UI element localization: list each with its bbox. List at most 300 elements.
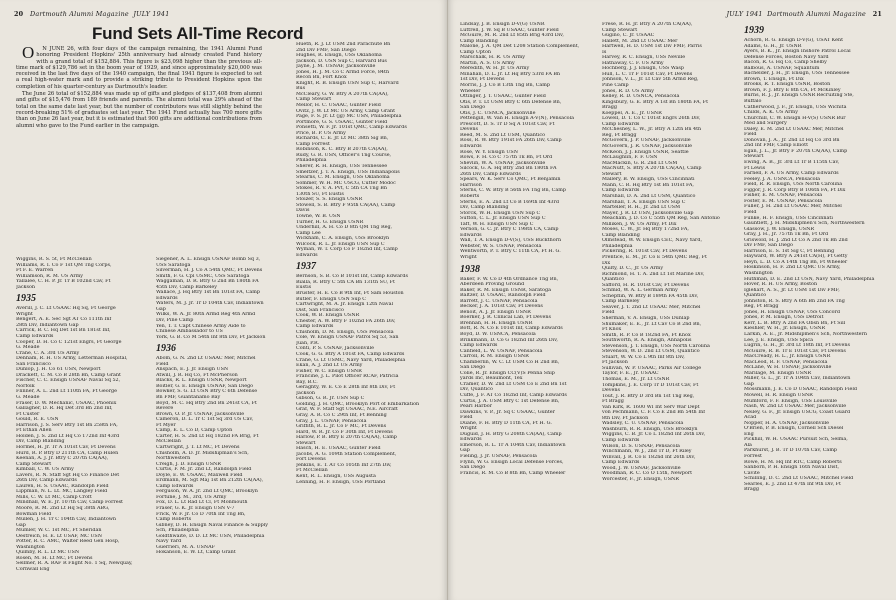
list-item: Sherer, R. H. Ensign, USS Tennessee: [296, 164, 388, 170]
list-item: Div, Pine Camp: [156, 318, 194, 324]
list-item: Ovitz, J. W. Lt MC US Army, Camp Grant: [296, 108, 396, 114]
list-item: Devens: [602, 388, 620, 394]
list-item: 45th Div, Camp Barkeley: [156, 284, 217, 290]
lede-paragraph: N JUNE 26, with four days of the campaign remaining, the 1941 Alumni Fund honoring President Hopkins' 25th anniversary had already created Fund history with a grand total of $152,884. This figure is $23,098 higher than the previous all-time mark of $129,786 set in the boom year of 1929, and since approximately $20,000 was received in the last five days of the 1940 campaign, the final 1941 figure is expected to set a real high-water mark and to provide a striking tribute to President Hopkins upon the completion of his quarter-century as Dartmouth's leader.: [16, 46, 262, 90]
list-item: Iglehart, A. S., Jr. Lt USM 1st Div FMF,: [744, 287, 840, 293]
list-item: Div, Camp Blanding: [460, 205, 509, 211]
class-year-heading: 1936: [156, 343, 176, 355]
list-item: Winchmann, W. J., 2nd Tr D, Ft Riley: [602, 449, 692, 455]
list-item: Lippman, N. L. Lt. MC, Langley Field: [16, 489, 108, 495]
list-item: Fisher, W. C. Ensign USNR: [296, 368, 362, 374]
list-item: Cole, W. Ensign USNAF Patrol Sq 53, San: [296, 335, 399, 341]
list-item: Brown, O. P. Jr. USNAF, Jacksonville: [156, 411, 245, 417]
class-year-heading: 1935: [16, 293, 36, 305]
list-item: 2nd Inf FMF, Camp Elliott: [744, 143, 809, 149]
list-item: Bay, B.C.: [296, 379, 318, 385]
list-item: Kent, R. L. Ensign, USS Augusta: [296, 474, 376, 480]
list-item: Camp Edwards: [16, 334, 54, 340]
issue-month: JULY 1941: [133, 10, 170, 18]
list-item: Shevlin, W. A. USNAF, Jacksonville: [460, 160, 546, 166]
list-item: Wright: [16, 311, 33, 317]
list-item: Fortune, J. M., 3rd, US Army: [156, 494, 227, 500]
list-item: G. Meade: [16, 395, 40, 401]
list-item: O'Brien, P. B. Ensign, Cornell Sch Diesel: [744, 426, 844, 432]
list-item: Graf, W. F. Staff Sgt USAAC, N.E. Aircraft: [296, 407, 398, 413]
list-item: McClellan: [156, 439, 181, 445]
list-item: Bus: [296, 86, 306, 92]
page-number: 21: [872, 10, 882, 18]
list-item: Field: [602, 310, 615, 316]
list-item: Camp Forrest: [296, 141, 330, 147]
list-item: Davis: [296, 208, 310, 214]
list-item: Devens: [460, 127, 478, 133]
list-item: Bachelder, J. H., Jr. Ensign, USS Tennessee: [744, 71, 850, 77]
list-item: Marshall, T. A. Ensign USN Sup C: [602, 199, 686, 205]
list-item: Fisher, E. M. USNAF, Pensacola: [744, 193, 823, 199]
list-item: Balbous, A. USNAF, Squantum: [744, 65, 820, 71]
list-item: Taft, W. H. Ensign USN Sup C: [460, 221, 534, 227]
list-item: McGovern, J. P. USNAF, Jacksonville: [602, 138, 691, 144]
list-item: Hurd, R. P. Btry D 211th CA, Camp Hulen: [16, 450, 119, 456]
list-item: Camp Barkeley: [602, 299, 640, 305]
list-item: Taylor, F. E., Jr. USAAC: [602, 371, 659, 377]
class-year-heading: 1938: [460, 263, 480, 275]
list-item: Rosen, M. H. Lt MC, Ft Devens: [16, 555, 93, 561]
list-item: Yallalee, C. H. P. Jr. Tr B 102nd Cav, Ft: [16, 279, 111, 285]
list-item: Lauren, H. S. USAAC, Randolph Field: [16, 483, 109, 489]
list-item: Gibney, D. H. Ensign Naval Finance & Supply: [156, 522, 268, 528]
list-item: Gray, J. L. USNAF, Pensacola: [296, 418, 367, 424]
list-item: Chester, A. W. Btry F 102nd FA 26th Div,: [296, 318, 396, 324]
list-item: Chinese Ambassador to US: [156, 329, 223, 335]
list-item: Brinkmann, D. Co G 182nd Inf 26th Div,: [460, 337, 558, 343]
name-list-column: [16, 257, 148, 597]
list-item: Pearl Harbor: [460, 404, 492, 410]
list-item: Wyman, W. T. Corp Co F 182nd Inf, Camp: [296, 247, 398, 253]
list-item: Wood, J. W. USNAF, Jacksonville: [602, 465, 681, 471]
list-item: Carrick, B. C. Hq Det 1st Bn 181st Inf,: [16, 328, 111, 334]
list-item: Bialla, R. Btry C 5th CA Bn 131th SU, Ft: [296, 279, 395, 285]
list-item: Johnston, R. S. Btry A 6th Bn 2nd FA Tng: [744, 298, 845, 304]
list-item: Page, F. S. Jr. Lt (jg) MC USN, Philadelphia: [296, 114, 402, 120]
list-item: Camp, E. L. Co D, Camp Upton: [156, 428, 233, 434]
list-item: Baltzer, D. USAAC, Randolph Field: [460, 293, 546, 299]
list-item: Field: [460, 415, 473, 421]
list-item: Brennan, H. H. Ensign USNR: [460, 320, 533, 326]
list-item: Mills, C. W. Lt MC, Camp Croft: [16, 494, 92, 500]
list-item: McLaughlin, F. F. USN: [602, 155, 658, 161]
list-item: Aberdeen Proving Ground: [460, 282, 525, 288]
list-item: Bn FMF, Guantanamo Bay: [156, 395, 221, 401]
list-item: Flinner, A. L. 2nd Lt 110th FA, Ft George: [16, 389, 117, 395]
list-item: Fort Devens: [296, 457, 326, 463]
list-item: McGuire, R. B. Tr E 101st Cav, Ft Devens: [744, 348, 846, 354]
list-item: Camp Edwards: [602, 438, 640, 444]
list-item: Sellmer, R. A. RAF R Flight No. 1 Sq, Newquay,: [16, 561, 133, 567]
list-item: Shumaker, E. E., Jr. Lt Cav Co B 2nd Bn,: [602, 321, 702, 327]
list-item: Francine, J. L. Pilot Officer RCAF, Patricia: [296, 374, 399, 380]
list-item: York, G. B. Co M 54th Inf 8th Div, Ft Jackson: [156, 334, 266, 340]
list-item: Gap: [156, 306, 166, 312]
list-item: Bragg: [602, 105, 617, 111]
list-item: Stewart: [602, 171, 622, 177]
list-item: Jenkins, E. T. AT Co 105th Inf 27th Div,: [296, 462, 392, 468]
list-item: Kieshler, W. H., Jr. Ensign, USNR: [744, 326, 826, 332]
list-item: Hueth, R. J. Lt USM 2nd Parachute Bn: [296, 42, 391, 47]
list-item: Woodman, R. C. Co O 15th, Newport: [602, 471, 693, 477]
list-item: Boyd, D. W. USNCA, Pensacola: [460, 331, 536, 337]
list-item: Cornwall Eng: [16, 566, 50, 572]
list-item: Figgor, J. R. Corp Btry B 106th FA, Ft Dix: [744, 187, 846, 193]
list-item: Baker, F. W. Co D 4th Ordnance Tng Bn,: [460, 276, 559, 282]
list-item: Morris, J. J. Co B 13th Tng Bn, Camp: [460, 83, 550, 89]
list-item: Brown, F. J. Btry E 8th CA, Ft McKinley: [744, 87, 841, 93]
list-item: Erdmann, M. Sgt Maj 1st Bn 212th CA(AA),: [156, 478, 264, 484]
list-item: Otis, J. C. USNCA, Jacksonville: [460, 110, 536, 116]
list-item: Sterns, E. A. 2nd Lt Co B 169th Inf 43rd: [460, 199, 559, 205]
list-item: Roberts: [460, 193, 480, 199]
list-item: Cook, W. B. Ensign USNR: [296, 313, 360, 319]
list-item: Ottinger, J. T. USAAC, Gunter Field: [460, 94, 546, 100]
list-item: San Diego: [460, 465, 486, 471]
list-item: Camp Edwards: [156, 483, 194, 489]
list-item: Chisholm, D. M. Ensign, USS Pensacola: [296, 329, 394, 335]
list-item: Cuffe, J. F. AT Co 182nd Inf, Camp Edwards: [460, 393, 567, 398]
list-item: Searles, E. J. 2nd Lt 47th Inf 9th Div, Ft: [744, 481, 841, 487]
list-item: Blacks, R. L. Ensign USNR, Newport: [156, 378, 247, 384]
list-item: Sanborn, P. H. Ensign 16th Naval Dist,: [744, 465, 839, 471]
list-item: Ala: [744, 442, 752, 448]
list-item: Colie, R. Jr. Ensign CC(V)S Penna Ship: [460, 370, 555, 376]
list-item: Fraser, G. K. Jr. Ensign USN V-7: [156, 505, 235, 511]
list-item: Gibson, G. R. Jr. USN Sup C: [296, 396, 365, 402]
list-item: Hathaway, C. F. US Army: [602, 60, 664, 66]
list-item: Pettengill, W. Van H. Ensign A-V(N), Pensacola: [460, 116, 575, 122]
list-item: von Pechmann, C. F. Co E 2nd Bn 54th Inf: [602, 410, 706, 416]
list-item: Thomas, E. M., Jr. Lt USNR: [602, 377, 670, 382]
list-item: Dix: [602, 260, 611, 266]
list-item: Quantico: [744, 293, 767, 299]
list-item: Wilson, D. S. USNAF, Pensacola: [602, 443, 680, 449]
list-item: Wright: [460, 426, 477, 432]
list-item: Carroll, R. M. Ensign USNR: [460, 354, 529, 360]
list-item: Towne, W. B. USN: [296, 213, 341, 219]
list-item: Gap: [744, 381, 754, 387]
list-item: Reg, Ft Bragg: [744, 304, 779, 310]
list-item: Mumford, F. F. Ensign, USS Louisville: [744, 398, 837, 404]
article-title: Fund Sets All-Time Record: [92, 24, 304, 43]
list-item: Price, B. P. US Army: [296, 130, 346, 136]
list-item: Seaver, J. T. 2nd Lt USAAC Mer, Mitchel: [602, 304, 701, 310]
running-head-right: [727, 10, 882, 18]
list-item: Quilty, D. C., Jr. US Army: [602, 266, 664, 272]
list-item: Defense Forces, Boston Navy Yard: [744, 54, 829, 60]
list-item: Ewing, A. B., Jr. 3rd Lt Tr B 115th Cav,: [744, 160, 840, 166]
list-item: Minahan, D. L. Jr. Lt Hq Btry 53rd FA Bn: [460, 71, 561, 77]
list-item: Denham, R. H. US Army, Letterman Hospital,: [16, 356, 128, 362]
list-item: Fuller, J. H. 2nd Lt USAAC Mer, Mitchel: [744, 204, 842, 210]
list-item: Malone, J. A. QM Det 1208 Station Complement,: [460, 44, 580, 50]
list-item: Camp Blanding: [460, 38, 498, 44]
list-item: Stowell, S. B. Btry F 95th CA(AA), Camp: [296, 202, 396, 208]
list-item: Griffith, R. L. Jr. Co F MC, Ft Devens: [296, 424, 387, 430]
list-item: Bragg: [744, 487, 759, 493]
list-item: Anspach, E. J. Jr. Ensign USN: [156, 367, 229, 373]
list-item: Siegener, A. L. Ensign USNAF Bomb Sq 3,: [156, 257, 261, 262]
list-item: Tout, J. R. Btry D 3rd Bn 1st Tng Reg,: [602, 393, 695, 399]
list-item: Safford, H. R. 101st Cav, Ft Devens: [602, 282, 689, 288]
list-item: Achorn, R. G. Ensign D-V(G), USAT Kent: [744, 38, 844, 43]
list-item: Prescott, D. S. Tr D Sq A 101st Cav, Ft: [460, 121, 555, 127]
list-item: Waters, M. J. Jr. Tr D 104th Cav, Indiantown: [156, 301, 264, 307]
list-item: Mossmann, J. E. Co D USAAC, Randolph Field: [744, 387, 858, 393]
list-item: Div FMF, San Diego: [744, 243, 793, 249]
list-item: Smith, R. P. Co B 182nd FA, Ft Knox: [602, 332, 691, 338]
list-item: Mallery, B. W. Ensign, USS Cincinnati: [602, 177, 695, 183]
list-item: Fraser, D. W. Mechanic, USAAC, Phoenix: [16, 400, 117, 406]
list-item: Fox, D. L. Lt Rad Lt Cl, Ft Monmouth: [156, 500, 248, 506]
list-item: Lee, J. E. Ensign, USS Spica: [744, 337, 814, 343]
list-item: Harrison, J. S. Serv Btry 1st Bn 258th FA,: [16, 422, 118, 428]
list-item: Sherman, V. A. Ensign, USS Dunlap: [602, 315, 690, 321]
list-item: San Diego: [460, 365, 486, 371]
list-item: Camp Edwards: [602, 188, 640, 194]
list-item: Camp Edwards: [296, 324, 334, 330]
list-item: Mowell, H. R. Ensign USNR: [744, 393, 813, 398]
list-item: Stoizer, S. S. Ensign USNR: [296, 197, 363, 203]
name-list-column: [744, 22, 884, 597]
list-item: Camp Lee: [296, 230, 321, 236]
list-item: Wickham, C. A. Ensign, USS Brooklyn: [296, 236, 390, 242]
list-item: Parkhurst, J. B. Tr D 107th Cav, Camp: [744, 448, 838, 454]
list-item: Pickhill, W. H. USAAC Pursuit Sch, Selma,: [744, 437, 848, 443]
list-item: Jones, P. M. Ensign, USS Detroit: [744, 315, 824, 321]
list-item: Navy Yard: [156, 539, 182, 545]
list-item: Camp Blanding: [602, 232, 640, 238]
list-item: Atwill, J. R. Hq Co, Ft McPherson: [156, 372, 238, 378]
list-item: Eng: [744, 431, 754, 437]
list-item: Camp Stewart: [602, 27, 638, 33]
list-item: Catherwood, J. F., Jr. Ensign, USS Wichita: [744, 104, 847, 110]
list-item: Wadsley, C. U. USNAF, Pensacola: [602, 421, 684, 427]
list-item: Gallagher, D. R. Hq Det 3rd Bn 2nd Inf,: [16, 406, 113, 412]
list-item: Ft Ethan Allen: [16, 428, 52, 434]
list-item: 26th Div, Camp Edwards: [460, 171, 521, 177]
list-item: Field: [744, 209, 757, 215]
list-item: Chamberlin, W. C. Lt USM Co H 2nd Bn,: [460, 359, 560, 365]
list-item: Churchill, C. W. Ensign H-V(S) USNR Bur: [744, 115, 846, 121]
list-item: Sommer, W. H. MC USCG, Cutter Modoc: [296, 180, 396, 186]
list-item: Williamson, R. M. US Army: [16, 273, 84, 279]
list-item: Cook, G. G. Btry A 101st FA, Camp Edwards: [296, 351, 405, 357]
list-item: Carter, H. S. 2nd Lt Hq 182nd FA Brig, Ft: [156, 433, 259, 439]
list-item: Averill, J. C. Lt USAAC Hq Sq, Ft George: [16, 306, 116, 312]
list-item: Richmond, H. T. A. 2nd Lt 1st Marine Div,: [602, 271, 705, 277]
list-item: Marshall, D. A. 2nd Lt USM, Quantico: [602, 193, 696, 199]
list-item: Hard, W. R. Jr. Co F 30th Inf, Ft Devens: [296, 429, 393, 435]
list-item: Washburn, R. R. Ensign, USS Brooklyn: [602, 426, 698, 432]
list-item: Reed, M. S. 2nd Lt USM, Quantico: [460, 132, 546, 138]
list-item: Yen, T. T. Capt Chinese Army Aide to: [156, 323, 246, 329]
list-item: 26th Div, Camp Edwards: [16, 478, 77, 484]
list-item: Stevenson, J. T. Ensign, USS North Carolina: [602, 343, 710, 349]
list-item: Eustis: [296, 285, 312, 291]
page-number: 20: [14, 10, 24, 18]
list-item: Hartwell, H. D. USM 1st Div FMF, Parris: [602, 44, 702, 50]
list-item: Mindhall, W. E. Jr. 107th Cav, Camp Forrest: [16, 500, 123, 506]
list-item: Washington: [744, 270, 773, 276]
list-item: Div, Quantico: [460, 387, 493, 393]
magazine-name: Dartmouth Alumni Magazine: [767, 10, 866, 18]
list-item: Turner, H. G. Ensign USNR: [296, 219, 364, 225]
list-item: Dawkins, V. P., Jr. Sq C USAAC, Gunter: [460, 409, 555, 415]
list-item: Wiggins, C. B. Jr. Co L 182nd Inf 26th Div,: [602, 432, 706, 438]
list-item: Harlow, P. B. Btry E 207th CA(AA), Camp: [296, 435, 397, 441]
list-item: Farnell, F. A. US Army, Camp Edwards: [744, 171, 839, 177]
list-item: Gauntlett, J. H. Midshipmen's Sch, Northwestern: [744, 221, 865, 227]
list-item: Kelley, R. D. USNCA, Pensacola: [602, 94, 680, 100]
list-item: Otis, P. T. Lt USM Btry C 6th Defense Bn,: [460, 99, 562, 105]
list-item: Curtis, F. M. Jr. 2nd Lt, Randolph Field: [156, 467, 252, 473]
list-item: Camp Edwards: [602, 121, 640, 127]
list-item: USS Saratoga: [156, 262, 191, 268]
list-item: Ekan, A. J. 2nd Lt US Army: [296, 363, 363, 369]
list-item: Ft Custer: [16, 411, 40, 417]
list-item: Miller, G. L., Jr. Tr A 104th Cav, Indiantown: [744, 376, 851, 382]
list-item: MacNutt, S. Btry A 207th CA(AA), Camp: [602, 166, 702, 172]
list-item: Camp Stewart: [296, 97, 332, 103]
list-item: Bengert, A. E. Sec Sgt AT Co 111th Inf: [16, 317, 112, 323]
list-item: Med and Surgery: [744, 121, 787, 127]
list-item: Hayward, W. Btry A 241st CA(H), Ft Getty: [744, 254, 848, 260]
list-item: Jones, R. D. US Army: [602, 88, 655, 94]
list-item: Smeltzer, J. T. A. Ensign, USS Indianapolis: [296, 169, 400, 175]
list-item: Stuart, W. W. Co L 9th Inf 8th Div,: [602, 354, 685, 360]
list-item: Lowell, D. T. Co C 101st Engrs 26th Div,: [602, 116, 701, 122]
list-item: Mellor, H. C. USAAC, Gunter Field: [296, 103, 381, 109]
list-item: Becker, J. A. 101st Cav, Ft Devens: [460, 304, 543, 310]
list-item: Benoit, A. J. Jr. Ensign USNR: [460, 309, 531, 315]
list-item: Williams, R. I. Co F 1st QM Tng Corps,: [16, 262, 112, 268]
list-item: Childs, A. K. US Army: [744, 110, 798, 116]
list-item: Kerr, L. B. Btry A 2nd FA Obsn Bn, Ft Sill: [744, 320, 846, 326]
list-item: Washington: [16, 544, 45, 550]
list-item: Mann, C. R. Hq Btry 1st Bn 101st FA,: [602, 182, 694, 188]
list-item: Cooper, D. H. Co C 121st Engrs, Ft George: [16, 339, 122, 345]
list-item: Quantico: [602, 277, 625, 283]
list-item: Golding, J. H. QMC, Brooklyn Port of Embarkation: [296, 401, 420, 407]
list-item: Doyle, E. W. USAAC, Maxwell Field: [156, 472, 243, 478]
list-item: Camp Roberts: [156, 517, 192, 523]
list-item: Frese, R. H. Jr. Btry A 207th CA(AA),: [602, 22, 693, 27]
list-item: Wheeler: [460, 88, 481, 94]
list-item: Div, Camp Blanding: [16, 439, 65, 445]
list-item: Camp Edwards: [460, 343, 498, 349]
list-item: San Diego: [460, 105, 486, 111]
list-item: Mumler, W. C. 1st MC, Ft Sheridan: [16, 528, 102, 534]
list-item: Glassow, J. W. Ensign, USNR: [744, 226, 814, 232]
list-item: Wall, T. A. Ensign D-V(S), USS Buckthorn: [460, 238, 562, 244]
list-item: Bott, R. N. Co E 101st Inf, Camp Edwards: [460, 326, 563, 332]
list-item: Wallace, J. Hq Btry 1st Bn 101st FA, Camp: [156, 290, 260, 296]
list-item: Reg, Ft Bragg: [602, 132, 637, 138]
list-item: Schilling, D. C. 2nd Lt USAAC, Mitchel Field: [744, 476, 854, 482]
list-item: Nash, W. 2nd Lt USAAC Mer, Jacksonville: [744, 404, 847, 410]
list-item: Schmid, W. A. L. German Army: [602, 288, 678, 294]
list-item: Francis, R. M. Co B 8th Bn, Camp Wheeler: [460, 470, 566, 476]
list-item: Baker, R. M. Ensign USNR, Saratoga: [460, 287, 551, 293]
list-item: Nopper, H. A. USNAF, Jacksonville: [744, 420, 830, 426]
list-item: Dunlop, J. H. Co 61 USN, Newport: [16, 367, 101, 373]
list-item: Crane, C. A. 3rd US Army: [16, 350, 80, 356]
list-item: Webster, W. S. USNAF, Pensacola: [460, 243, 542, 249]
list-item: Duguid, J. H. Btry G 208th CA(AA), Camp: [460, 431, 562, 437]
list-item: Foster, E. M. USNAF, Pensacola: [744, 198, 823, 204]
list-item: Rudy, G. R. USN, Officer's Tng Course,: [296, 152, 392, 158]
list-item: Ayers, B. K., Jr. Ensign Inshore Patrol Local: [744, 49, 851, 55]
list-item: Sch, Philadelphia: [156, 528, 199, 534]
list-item: Portmore, G. S. USAAC, Gunter Field: [296, 119, 388, 125]
list-item: Hochberg, J. J. Ensign, USS Wasp: [602, 66, 684, 72]
list-item: Donovan, J. A., Jr. 2nd Lt Hq Co 3rd Bn: [744, 137, 840, 143]
list-item: Lindsay, J. B. Ensign D-V(G) USNR: [460, 22, 545, 27]
list-item: Philadelphia: [296, 158, 327, 164]
drop-cap: O: [22, 43, 35, 62]
list-item: Gray, A. R. Co C 29th Inf, Ft Benning: [296, 413, 387, 418]
list-item: Koeppel, A. E., Jr. USNR: [602, 110, 662, 116]
list-item: McChesney, L. W., Jr. Btry A 12th Bn 4th: [602, 127, 702, 133]
list-item: Underhill, A. H. Co D 8th QM Tng Reg,: [296, 225, 393, 231]
list-item: Boyd, M. C. Hq Btry 2nd Bn 241st CA, Ft: [156, 400, 257, 406]
list-item: Chisholm, A. D. Jr. Midshipman's Sch,: [156, 450, 249, 456]
list-item: MacCready, H. L., Jr. Ensign USNR: [744, 354, 831, 360]
list-item: Neiley, G. F., Jr. Ensign USCG, Coast Guard: [744, 409, 851, 415]
list-item: Olmstead, W. W. Ensign CEC, Navy Yard,: [602, 238, 703, 244]
list-item: Abom, G. N. 2nd Lt USAAC Mer, Mitchel: [156, 356, 256, 362]
list-item: 28th Div, Indiantown Gap: [16, 322, 79, 328]
list-item: Sullivan, W. P. USAAC, Parks Air College: [602, 365, 702, 371]
list-item: Wilcock, R. L. Jr. Ensign USN Sup C: [296, 241, 385, 247]
list-item: Smith, F. G. Cpl USMC, USS Saratoga: [156, 273, 250, 279]
list-item: Ferguson, W. A. Jr. 2nd Lt QMC, Brooklyn: [156, 489, 258, 495]
list-item: Norfolk: [16, 383, 35, 389]
list-item: Worcester, F., Jr. Ensign, USNR: [602, 476, 679, 482]
list-item: Hoskinson, H. F. 2nd Lt QMC US Army,: [744, 265, 841, 271]
list-item: Cavite: [744, 470, 760, 476]
list-item: Wright: [460, 254, 477, 260]
list-item: Rowe, H. M. Hq Inf RTC, Camp Roberts: [744, 459, 842, 465]
list-item: Geraghty, W. E. Co E 28th Inf 8th Div, Ft: [296, 385, 396, 391]
list-item: Quimby, R. L. Lt MC USN: [16, 550, 80, 556]
list-item: Is: [602, 49, 607, 55]
list-item: Frick, W. F. Jr. Co D 70th Inf Tng Bn,: [156, 511, 246, 517]
list-item: Hull, L. C. Tr F 101st Cav, Ft Devens: [602, 71, 693, 77]
list-item: Ft F. E. Warren: [16, 268, 54, 274]
list-item: Jacobs, A. G. 109th Station Complement,: [296, 451, 397, 457]
list-item: Hughes, R. Ensign, USS Oklahoma: [296, 53, 382, 59]
list-item: Gap: [460, 448, 470, 454]
list-item: Stewart: [744, 154, 764, 160]
list-item: Luttrell, J. W. Sq B USAAC, Gunter Field: [460, 27, 559, 33]
list-item: Fischer, C. C. Ensign USNAF Naval Sq 52,: [16, 378, 121, 384]
list-item: Barrett, J. C. USNAF, Pensacola: [460, 298, 538, 304]
list-item: Harvey, R. C. Ensign, USS Neville: [602, 55, 686, 61]
list-item: Ponsetti, W. F. Jr. 101st QMC, Camp Edwards: [296, 125, 407, 131]
list-item: Hasch, H. E. USAAC, Gunter Field: [296, 446, 381, 452]
list-item: Funke, H. F. Ensign, USS Cincinnati: [744, 215, 833, 221]
list-item: Lugrin, G. H., Jr. 3rd Lt 18th Inf, Ft Devens: [744, 343, 850, 349]
list-item: Harrison: [460, 182, 482, 188]
